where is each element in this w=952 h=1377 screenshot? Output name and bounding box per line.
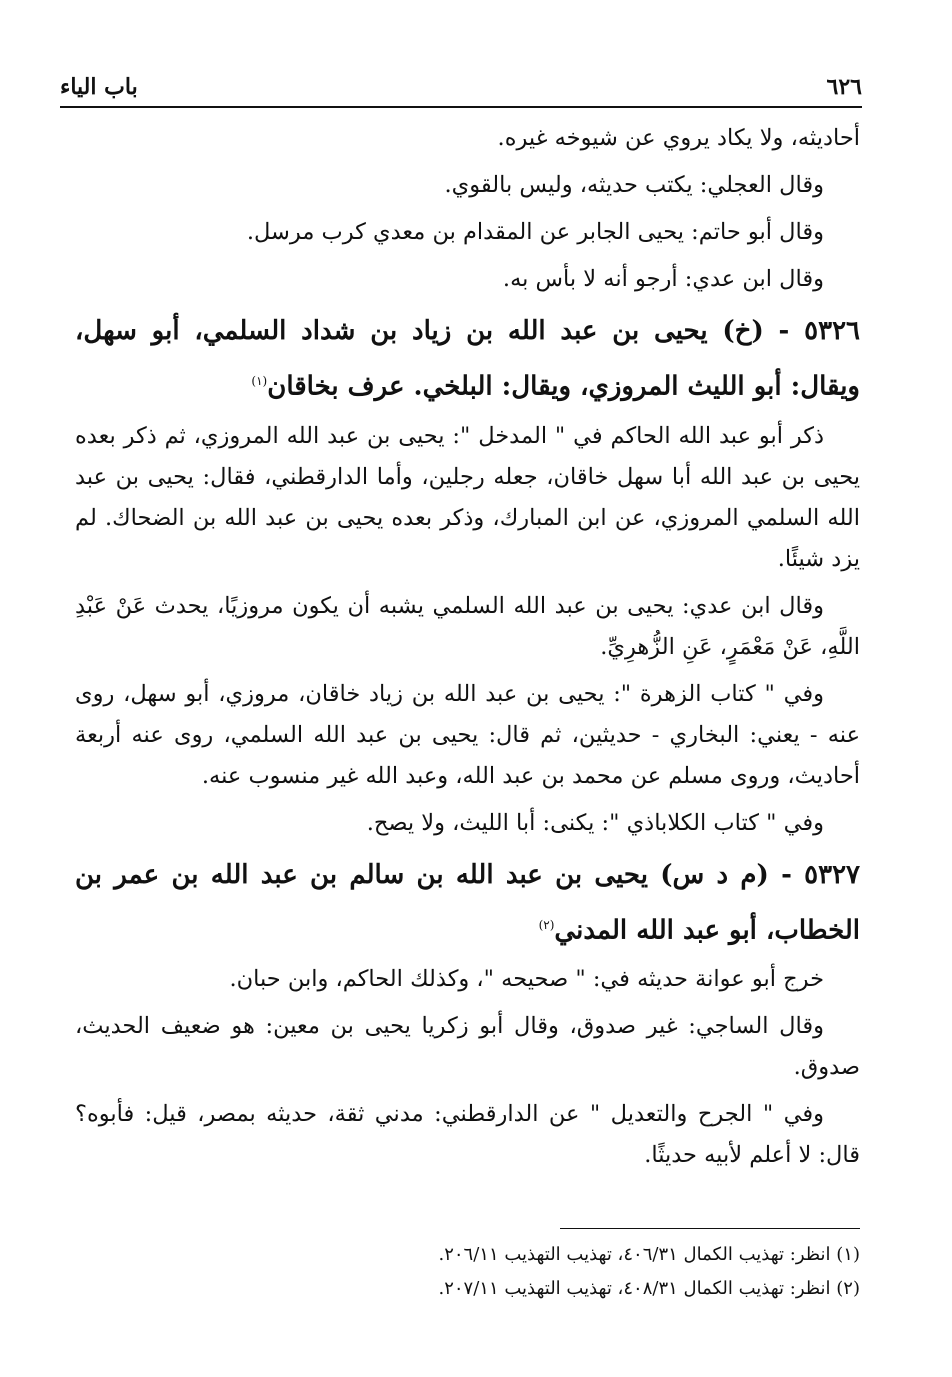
entry-heading-text: ٥٣٢٧ - (م د س) يحيى بن عبد الله بن سالم بن عبد الله بن عمر بن الخطاب، أبو عبد الله المدني xyxy=(75,859,860,946)
footnote-divider xyxy=(560,1228,860,1229)
paragraph: وفي " كتاب الزهرة ": يحيى بن عبد الله بن زياد خاقان، مروزي، أبو سهل، روى عنه - يعني: البخاري - حديثين، ثم قال: يحيى بن عبد الله السلمي، روى عنه أربعة أحاديث، وروى مسلم عن محمد بن عبد الله، وعبد الله غير منسوب عنه. xyxy=(75,680,860,789)
footnote-ref: (١) xyxy=(251,374,268,388)
footnotes xyxy=(75,1238,860,1306)
paragraph: أحاديثه، ولا يكاد يروي عن شيوخه غيره. xyxy=(497,125,860,151)
footnote-ref: (٢) xyxy=(538,917,555,932)
main-text xyxy=(75,118,860,1182)
paragraph: وقال ابن عدي: أرجو أنه لا بأس به. xyxy=(502,266,824,292)
footnote: (١) انظر: تهذيب الكمال ٤٠٦/٣١، تهذيب التهذيب ٢٠٦/١١. xyxy=(438,1244,860,1265)
page-header xyxy=(60,60,862,108)
entry-heading xyxy=(75,850,860,956)
paragraph: وفي " كتاب الكلاباذي ": يكنى: أبا الليث، ولا يصح. xyxy=(366,809,824,836)
chapter-title: باب الياء xyxy=(60,74,138,100)
page-number: ٦٢٦ xyxy=(826,74,862,100)
paragraph: وقال ابن عدي: يحيى بن عبد الله السلمي يشبه أن يكون مروزيًا، يحدث عَنْ عَبْدِ اللَّهِ، عَنْ مَعْمَرٍ، عَنِ الزُّهرِيِّ. xyxy=(75,592,860,660)
paragraph: وفي " الجرح والتعديل " عن الدارقطني: مدني ثقة، حديثه بمصر، قيل: فأبوه؟ قال: لا أعلم لأبيه حديثًا. xyxy=(75,1101,860,1169)
paragraph: خرج أبو عوانة حديثه في: " صحيحه "، وكذلك الحاكم، وابن حبان. xyxy=(229,966,824,993)
paragraph: وقال الساجي: غير صدوق، وقال أبو زكريا يحيى بن معين: هو ضعيف الحديث، صدوق. xyxy=(75,1013,860,1081)
entry-heading-text: ٥٣٢٦ - (خ) يحيى بن عبد الله بن زياد بن شداد السلمي، أبو سهل، ويقال: أبو الليث المروزي، ويقال: البلخي. عرف بخاقان xyxy=(75,316,860,402)
entry-heading xyxy=(75,306,860,412)
paragraph: وقال أبو حاتم: يحيى الجابر عن المقدام بن معدي كرب مرسل. xyxy=(246,219,824,245)
footnote: (٢) انظر: تهذيب الكمال ٤٠٨/٣١، تهذيب التهذيب ٢٠٧/١١. xyxy=(438,1278,860,1299)
paragraph: ذكر أبو عبد الله الحاكم في " المدخل ": يحيى بن عبد الله المروزي، ثم ذكر بعده يحيى بن عبد الله أبا سهل خاقان، جعله رجلين، وأما الدارقطني، فقال: يحيى بن عبد الله السلمي المروزي، عن ابن المبارك، وذكر بعده يحيى بن عبد الله بن الضحاك. لم يزد شيئًا. xyxy=(75,422,860,572)
paragraph: وقال العجلي: يكتب حديثه، وليس بالقوي. xyxy=(444,172,824,198)
